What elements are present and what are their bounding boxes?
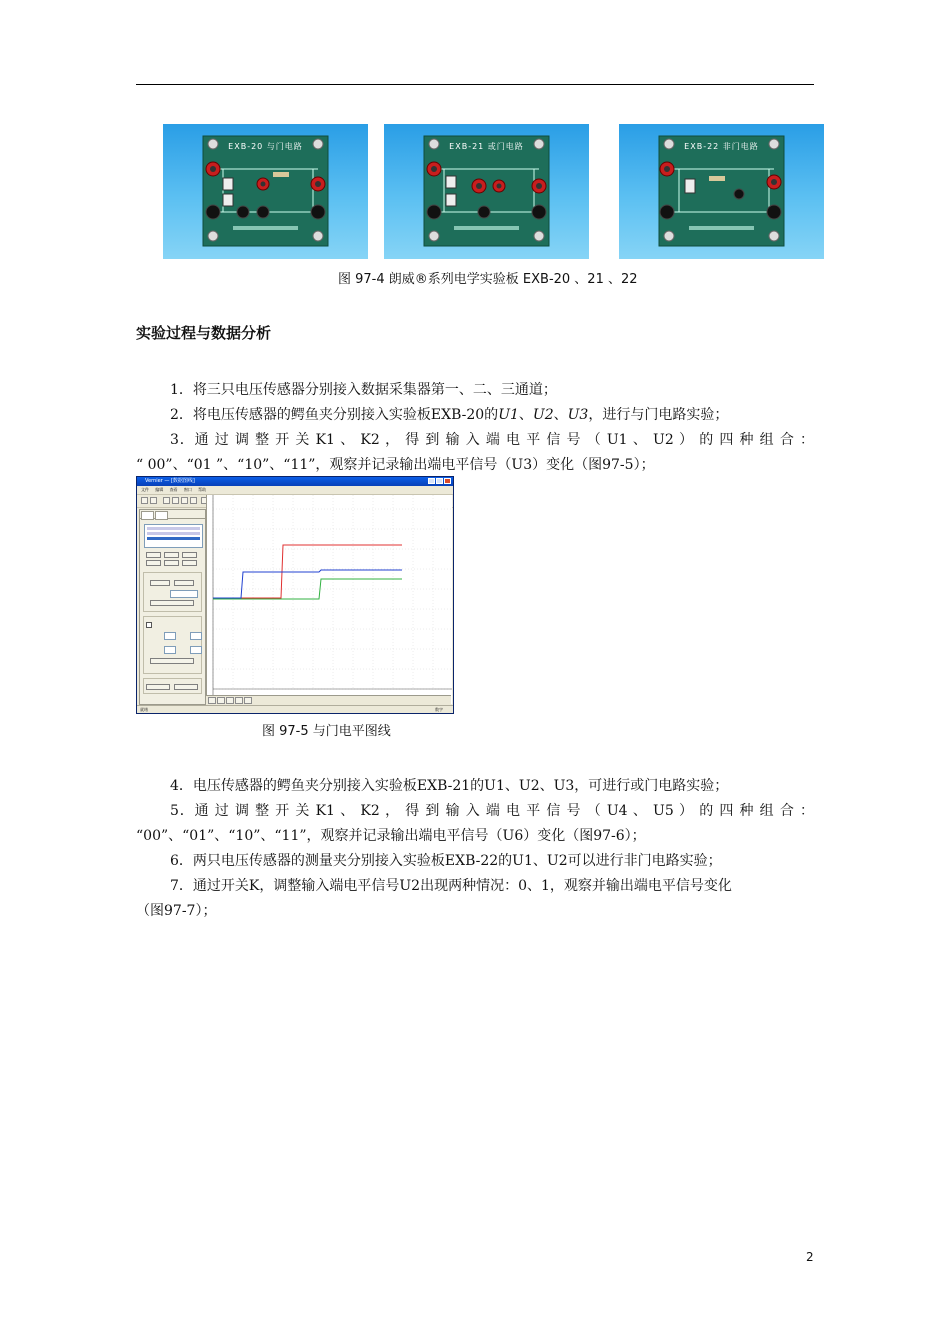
step-2-sep2: 、	[553, 407, 568, 423]
header-rule	[136, 84, 814, 85]
status-right: 数字	[435, 707, 443, 712]
panel-button	[182, 560, 197, 566]
board-title: EXB-21 或门电路	[449, 142, 524, 151]
x-zoom-stepper	[164, 646, 176, 654]
step-3-line-1-text: 3．通 过 调 整 开 关 K1 、 K2 ， 得 到 输 入 端 电 平 信 号 （ U1 、 U2 ） 的 四 种 组 合 ：	[170, 432, 814, 448]
plot-area	[206, 495, 452, 704]
step-2-u1: U1	[498, 407, 519, 423]
step-4: 4．电压传感器的鳄鱼夹分别接入实验板EXB-21的U1、U2、U3，可进行或门电路实验；	[170, 778, 729, 794]
gridlines	[213, 495, 452, 689]
section-heading: 实验过程与数据分析	[136, 324, 272, 342]
step-2-text-a: 2．将电压传感器的鳄鱼夹分别接入实验板EXB-20的	[170, 407, 499, 423]
zoom-icon	[235, 697, 243, 704]
panel-button	[164, 552, 179, 558]
list-item	[147, 532, 200, 535]
step-2-sep1: 、	[518, 407, 533, 423]
board-image-exb-22	[619, 124, 824, 259]
zoom-icon	[208, 697, 216, 704]
figure-97-5-caption: 图 97-5 与门电平图线	[262, 724, 391, 739]
window-titlebar	[137, 477, 453, 486]
board-image-exb-20	[163, 124, 368, 259]
x-axis-stepper	[164, 632, 176, 640]
panel-button	[150, 658, 194, 664]
status-bar	[137, 705, 453, 713]
trace-blue	[213, 570, 402, 598]
interval-dropdown	[170, 590, 198, 598]
software-window-screenshot	[136, 476, 454, 714]
checkbox	[146, 622, 152, 628]
step-5-line-1-text: 5．通 过 调 整 开 关 K1 、 K2 ， 得 到 输 入 端 电 平 信 号 （ U4 、 U5 ） 的 四 种 组 合 ：	[170, 803, 814, 819]
menu-item: 查看	[169, 487, 178, 492]
toolbar-button-icon	[150, 497, 157, 504]
y-axis-stepper	[190, 632, 202, 640]
panel-button	[182, 552, 197, 558]
board-title: EXB-22 非门电路	[684, 142, 759, 151]
zoom-icon	[217, 697, 225, 704]
side-tab	[141, 511, 154, 520]
panel-button	[150, 600, 194, 606]
step-7-line-1: 7．通过开关K，调整输入端电平信号U2出现两种情况：0、1，观察并输出端电平信号变化	[170, 878, 732, 894]
board-title: EXB-20 与门电路	[228, 142, 303, 151]
step-5-line-2: “00”、“01”、“10”、“11”，观察并记录输出端电平信号（U6）变化（图97-6）；	[136, 828, 646, 844]
board-image-exb-21	[384, 124, 589, 259]
step-7-line-2: （图97-7）；	[136, 903, 217, 919]
panel-button	[164, 560, 179, 566]
side-panel-tabs	[140, 510, 205, 519]
toolbar-button-icon	[163, 497, 170, 504]
maximize-icon	[436, 478, 443, 484]
panel-button	[146, 560, 161, 566]
step-2-u3: U3	[567, 407, 589, 423]
channel-list-box	[144, 524, 203, 548]
control-side-panel	[139, 509, 206, 705]
side-tab	[155, 511, 168, 520]
start-button	[150, 580, 170, 586]
status-left: 就绪	[140, 707, 148, 712]
toolbar-button-icon	[181, 497, 188, 504]
step-2	[170, 406, 728, 424]
menu-item: 编辑	[155, 487, 164, 492]
zoom-icon	[226, 697, 234, 704]
list-item	[147, 527, 200, 530]
menu-item: 文件	[141, 487, 149, 492]
zoom-icon	[244, 697, 252, 704]
close-icon	[444, 478, 451, 484]
step-2-u2: U2	[532, 407, 554, 423]
window-title: Vernier — [数据图线]	[145, 478, 195, 484]
toolbar-button-icon	[141, 497, 148, 504]
step-6: 6．两只电压传感器的测量夹分别接入实验板EXB-22的U1、U2可以进行非门电路实验；	[170, 853, 722, 869]
toolbar-button-icon	[172, 497, 179, 504]
panel-button	[146, 684, 170, 690]
stop-button	[174, 580, 194, 586]
figure-97-4-caption: 图 97-4 朗威®系列电学实验板 EXB-20 、21 、22	[338, 272, 638, 287]
menu-bar	[137, 486, 453, 495]
level-trace-chart	[207, 495, 452, 695]
menu-item: 窗口	[183, 487, 192, 492]
step-5-line-1	[170, 802, 814, 820]
y-zoom-stepper	[190, 646, 202, 654]
toolbar-button-icon	[190, 497, 197, 504]
menu-item: 帮助	[198, 487, 207, 492]
panel-button	[146, 552, 161, 558]
list-item-selected	[147, 537, 200, 540]
minimize-icon	[428, 478, 435, 484]
step-2-text-b: ，进行与门电路实验；	[588, 407, 729, 423]
panel-button	[174, 684, 198, 690]
step-1: 1．将三只电压传感器分别接入数据采集器第一、二、三通道；	[170, 382, 557, 398]
step-3-line-1	[170, 431, 814, 449]
step-3-line-2: “ 00”、“01 ”、“10”、“11”，观察并记录输出端电平信号（U3）变化（图97-5）；	[136, 457, 655, 473]
page-number: 2	[806, 1250, 814, 1264]
